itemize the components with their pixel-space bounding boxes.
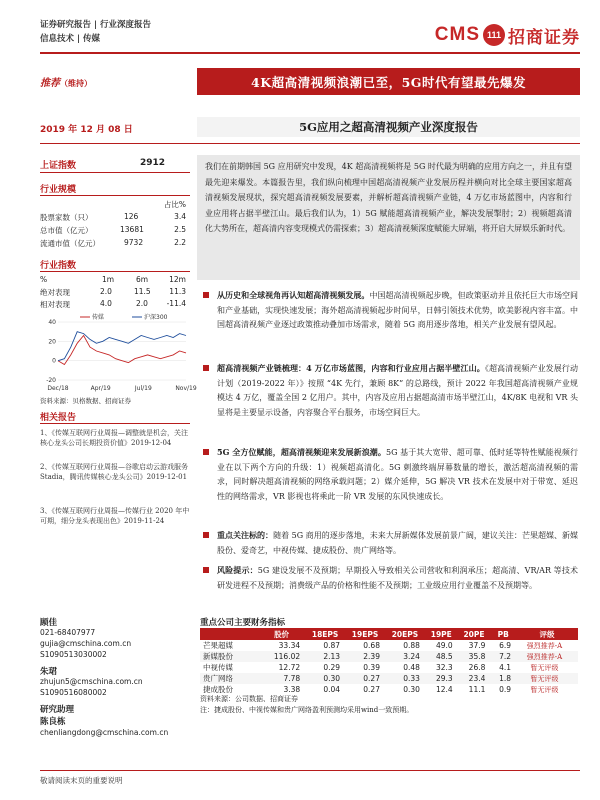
analyst-phone: 021-68407977 [40, 628, 96, 637]
value-cell: 0.29 [323, 663, 341, 672]
analyst-name: 顾佳 [40, 618, 58, 628]
value-cell: 3.24 [385, 651, 425, 662]
value-cell: 49.0 [435, 641, 453, 650]
scale-value: 9732 [124, 238, 144, 247]
trend-value: 2.0 [100, 287, 112, 296]
industry-scale-heading: 行业规模 [40, 185, 77, 195]
index-label: 上证指数 [40, 161, 77, 171]
analyst-name: 陈良栋 [40, 717, 66, 727]
value-cell: 0.27 [345, 673, 385, 684]
trend-value: 4.0 [100, 299, 112, 308]
company-name: 捷成股份 [203, 685, 233, 694]
th: PB [490, 628, 516, 640]
bullet-bold: 5G 全方位赋能，超高清视频迎来发展新浪潮。 [217, 447, 386, 457]
table-row [200, 662, 578, 673]
legend-label: 沪深300 [144, 314, 168, 321]
value-cell: 0.48 [403, 663, 420, 672]
company-name: 贵广网络 [200, 673, 258, 684]
bullet-square-icon [203, 567, 209, 573]
company-name: 芒果超媒 [203, 641, 233, 650]
cms-logo [435, 22, 580, 48]
value-cell: 6.9 [499, 641, 511, 650]
value-cell: 0.9 [499, 685, 511, 694]
x-tick-label: Nov/19 [175, 385, 197, 392]
value-cell: 116.02 [258, 651, 305, 662]
scale-pct: 2.2 [174, 238, 186, 247]
bullet-text: 5G 建设发展不及预期；早期投入导致相关公司营收和利润承压；超高清、VR/AR 等技术研发进程不及预期；消费级产品的价格和性能不及预期；工业级应用行业覆盖不及预期等。 [217, 566, 578, 590]
related-item: 3、《传媒互联网行业周报—传媒行业 2020 年中可期，细分龙头表现出色》2019-11-24 [40, 507, 190, 525]
trend-value: 11.3 [169, 287, 186, 296]
scale-name: 总市值（亿元） [40, 226, 93, 235]
trend-value: 11.5 [134, 287, 151, 296]
trend-col: 6m [136, 275, 149, 284]
report-subtitle: 5G应用之超高清视频产业深度报告 [197, 117, 580, 137]
trend-name: 绝对表现 [40, 288, 70, 297]
bullet-risk [203, 563, 578, 593]
x-tick-label: Dec/18 [47, 385, 69, 392]
rule [40, 423, 190, 424]
th: 19EPS [345, 628, 385, 640]
trend-col: 1m [102, 275, 115, 284]
scale-value: 13681 [120, 225, 144, 234]
value-cell: 0.30 [305, 673, 345, 684]
bullet-bold: 风险提示： [217, 565, 258, 575]
trend-value: 2.0 [136, 299, 148, 308]
value-cell: 35.8 [458, 651, 491, 662]
scale-name: 股票家数（只） [40, 213, 93, 222]
rating [40, 74, 92, 89]
table-source: 资料来源：公司数据、招商证券 [200, 695, 298, 703]
related-heading: 相关报告 [40, 413, 77, 423]
trend-col: 12m [169, 275, 186, 284]
legend-label: 传媒 [92, 314, 105, 321]
trend-name: 相对表现 [40, 300, 70, 309]
value-cell: 48.5 [425, 651, 458, 662]
date-rule [40, 143, 580, 144]
scale-pct: 3.4 [174, 212, 186, 221]
analyst-email: chenliangdong@cmschina.com.cn [40, 728, 169, 737]
th: 评级 [516, 628, 578, 640]
company-name: 中视传媒 [203, 663, 233, 672]
bullet-5g [203, 445, 578, 504]
summary-box: 我们在前期韩国 5G 应用研究中发现，4K 超高清视频将是 5G 时代最为明确的应用方向之一，并且有望最先迎来爆发。本篇报告里，我们纵向梳理中国超高清视频产业发展历程并横向对比全球主要国家超高清视频发展现状，探究超高清视频发展要素，并解析超高清视频产业链，4 万亿市场蓝图中，内容和行业应用将占据半壁江山。最后我们认为，1）5G 赋能超高清视频产业，解决发展掣肘；2）视频超高清化大势所在，超高清内容变现模式仍需探索；3）超高清视频深度赋能大屏端，将开启大屏娱乐新时代。 [197, 155, 580, 280]
value-cell: 33.34 [278, 641, 301, 650]
value-cell: 0.39 [363, 663, 380, 672]
value-cell: 7.2 [490, 651, 516, 662]
assistant-label: 研究助理 [40, 705, 75, 715]
rating-cell: 强烈推荐-A [516, 651, 578, 662]
value-cell: 0.88 [403, 641, 420, 650]
value-cell: 0.27 [363, 685, 380, 694]
finance-table-title: 重点公司主要财务指标 [200, 618, 286, 628]
rule [40, 172, 190, 173]
th: 19PE [425, 628, 458, 640]
value-cell: 2.39 [345, 651, 385, 662]
chart-source: 资料来源：贝格数据、招商证券 [40, 397, 131, 405]
bullet-history [203, 288, 578, 333]
scale-name: 流通市值（亿元） [40, 239, 100, 248]
table-note: 注：捷成股份、中视传媒和贵广网络盈利预测均采用wind一致预期。 [200, 706, 414, 714]
bullet-square-icon [203, 532, 209, 538]
value-cell: 32.3 [435, 663, 453, 672]
y-tick-label: -20 [46, 377, 56, 384]
table-row [200, 640, 578, 651]
bullet-bold: 从历史和全球视角再认知超高清视频发展。 [217, 290, 370, 300]
th [200, 628, 258, 640]
company-name: 新媒股份 [200, 651, 258, 662]
bullet-bold: 超高清视频产业链梳理：4 万亿市场蓝图，内容和行业应用占据半壁江山。 [217, 363, 485, 373]
footer-rule [40, 770, 580, 771]
header-rule [40, 52, 580, 54]
rating-label: 推荐 [40, 78, 60, 89]
report-title: 4K超高清视频浪潮已至，5G时代有望最先爆发 [197, 68, 580, 95]
industry-trend-heading: 行业指数 [40, 261, 77, 271]
value-cell: 7.78 [258, 673, 305, 684]
bullet-text: 5G 基于其大宽带、超可靠、低时延等特性赋能视频行业在以下两个方向的升级：1）视频超高清化。5G 刺激终端屏幕数量的增长，激活超高清视频的需求，同时解决超高清视频的网络承载问题；2）媒介延伸，5G 解决 VR 技术在发展中对于带宽、延迟性的网络需求，VR 影视也将乘此一阶 VR 发展的东风快速成长。 [217, 448, 578, 501]
th: 股价 [258, 628, 305, 640]
value-cell: 29.3 [425, 673, 458, 684]
value-cell: 12.4 [435, 685, 453, 694]
value-cell: 37.9 [468, 641, 486, 650]
industry-trend-chart [40, 312, 197, 392]
y-tick-label: 20 [48, 338, 56, 346]
footer-text: 敬请阅读末页的重要说明 [40, 776, 123, 785]
finance-table [200, 628, 578, 695]
rule [40, 271, 190, 272]
value-cell: 2.13 [305, 651, 345, 662]
index-value: 2912 [140, 158, 166, 168]
value-cell: 12.72 [278, 663, 301, 672]
bullet-text: 中国超高清视频起步晚，但政策驱动并且依托巨大市场空间和产业基础，实现快速发展；海外超高清视频起步时间早，日韩引领技术优势，欧美影视内容丰富。中国超高清视频产业逐过政策推动叠加市场需求，随着 5G 商用逐步落地，相关产业发展有望风起。 [217, 291, 579, 329]
value-cell: 11.1 [468, 685, 486, 694]
logo-en: CMS [434, 24, 480, 45]
rule [40, 195, 190, 196]
series-line-0 [58, 336, 186, 365]
x-tick-label: Apr/19 [90, 385, 111, 392]
table-row [200, 673, 578, 684]
scale-unit: 占比% [163, 200, 186, 209]
rating-cell: 暂无评级 [516, 673, 578, 684]
bullet-chain [203, 361, 578, 420]
y-tick-label: 40 [48, 319, 56, 326]
analyst-email: zhujun5@cmschina.com.cn [40, 677, 143, 686]
value-cell: 0.87 [323, 641, 341, 650]
scale-pct: 2.5 [174, 225, 186, 234]
y-tick-label: 0 [52, 357, 56, 365]
value-cell: 3.38 [283, 685, 301, 694]
bullet-text: 随着 5G 商用的逐步落地，未来大屏新媒体发展前景广阔，建议关注：芒果超媒、新媒股份、爱奇艺，中视传媒、捷成股份、贵广网络等。 [217, 531, 578, 555]
scale-value: 126 [124, 212, 139, 221]
header-line-2: 信息技术 | 传媒 [40, 34, 101, 44]
trend-value: -11.4 [166, 299, 186, 308]
value-cell: 0.30 [403, 685, 420, 694]
related-item: 2、《传媒互联网行业周报—谷歌启动云游戏服务 Stadia，腾讯传媒核心龙头公司》2019-12-01 [40, 463, 188, 481]
value-cell: 4.1 [499, 663, 511, 672]
rating-cell: 暂无评级 [530, 663, 559, 672]
value-cell: 0.68 [363, 641, 380, 650]
trend-col: % [40, 275, 48, 284]
bullet-text: 《超高清视频产业发展行动计划（2019-2022 年）》按照 “4K 先行，兼顾 8K” 的总路线，预计 2022 年我国超高清视频产业规模达 4 万亿，覆盖全国 2 亿用户。其中，内容及应用占据超高清市场半壁江山，4K/8K 电视和 VR 头显将是主要显示设备，内容聚合平台服务，市场空间巨大。 [217, 364, 579, 417]
table-row [200, 651, 578, 662]
value-cell: 0.04 [323, 685, 341, 694]
th: 20PE [458, 628, 491, 640]
value-cell: 26.8 [468, 663, 486, 672]
header-line-1: 证券研究报告 | 行业深度报告 [40, 20, 152, 30]
analyst-cert: S1090516080002 [40, 688, 107, 697]
bullet-bold: 重点关注标的： [217, 530, 274, 540]
bullet-square-icon [203, 449, 209, 455]
rating-sub: （维持） [60, 78, 92, 88]
logo-cn: 招商证券 [508, 27, 580, 48]
rating-cell: 暂无评级 [530, 685, 559, 694]
table-header-row [200, 628, 578, 640]
value-cell: 0.33 [385, 673, 425, 684]
rating-cell: 强烈推荐-A [526, 641, 563, 650]
th: 18EPS [305, 628, 345, 640]
analyst-email: gujia@cmschina.com.cn [40, 639, 132, 648]
report-date: 2019 年 12 月 08 日 [40, 125, 133, 135]
analyst-name: 朱珺 [40, 667, 58, 677]
value-cell: 23.4 [458, 673, 491, 684]
index-row [40, 158, 190, 171]
logo-circle-icon: 111 [483, 24, 505, 46]
bullet-square-icon [203, 292, 209, 298]
value-cell: 1.8 [490, 673, 516, 684]
analyst-cert: S1090513030002 [40, 650, 107, 659]
related-item: 1、《传媒互联网行业周报—调整就是机会，关注核心龙头公司长期投资价值》2019-12-04 [40, 429, 188, 447]
th: 20EPS [385, 628, 425, 640]
bullet-targets [203, 528, 578, 558]
bullet-square-icon [203, 365, 209, 371]
x-tick-label: Jul/19 [134, 385, 152, 392]
